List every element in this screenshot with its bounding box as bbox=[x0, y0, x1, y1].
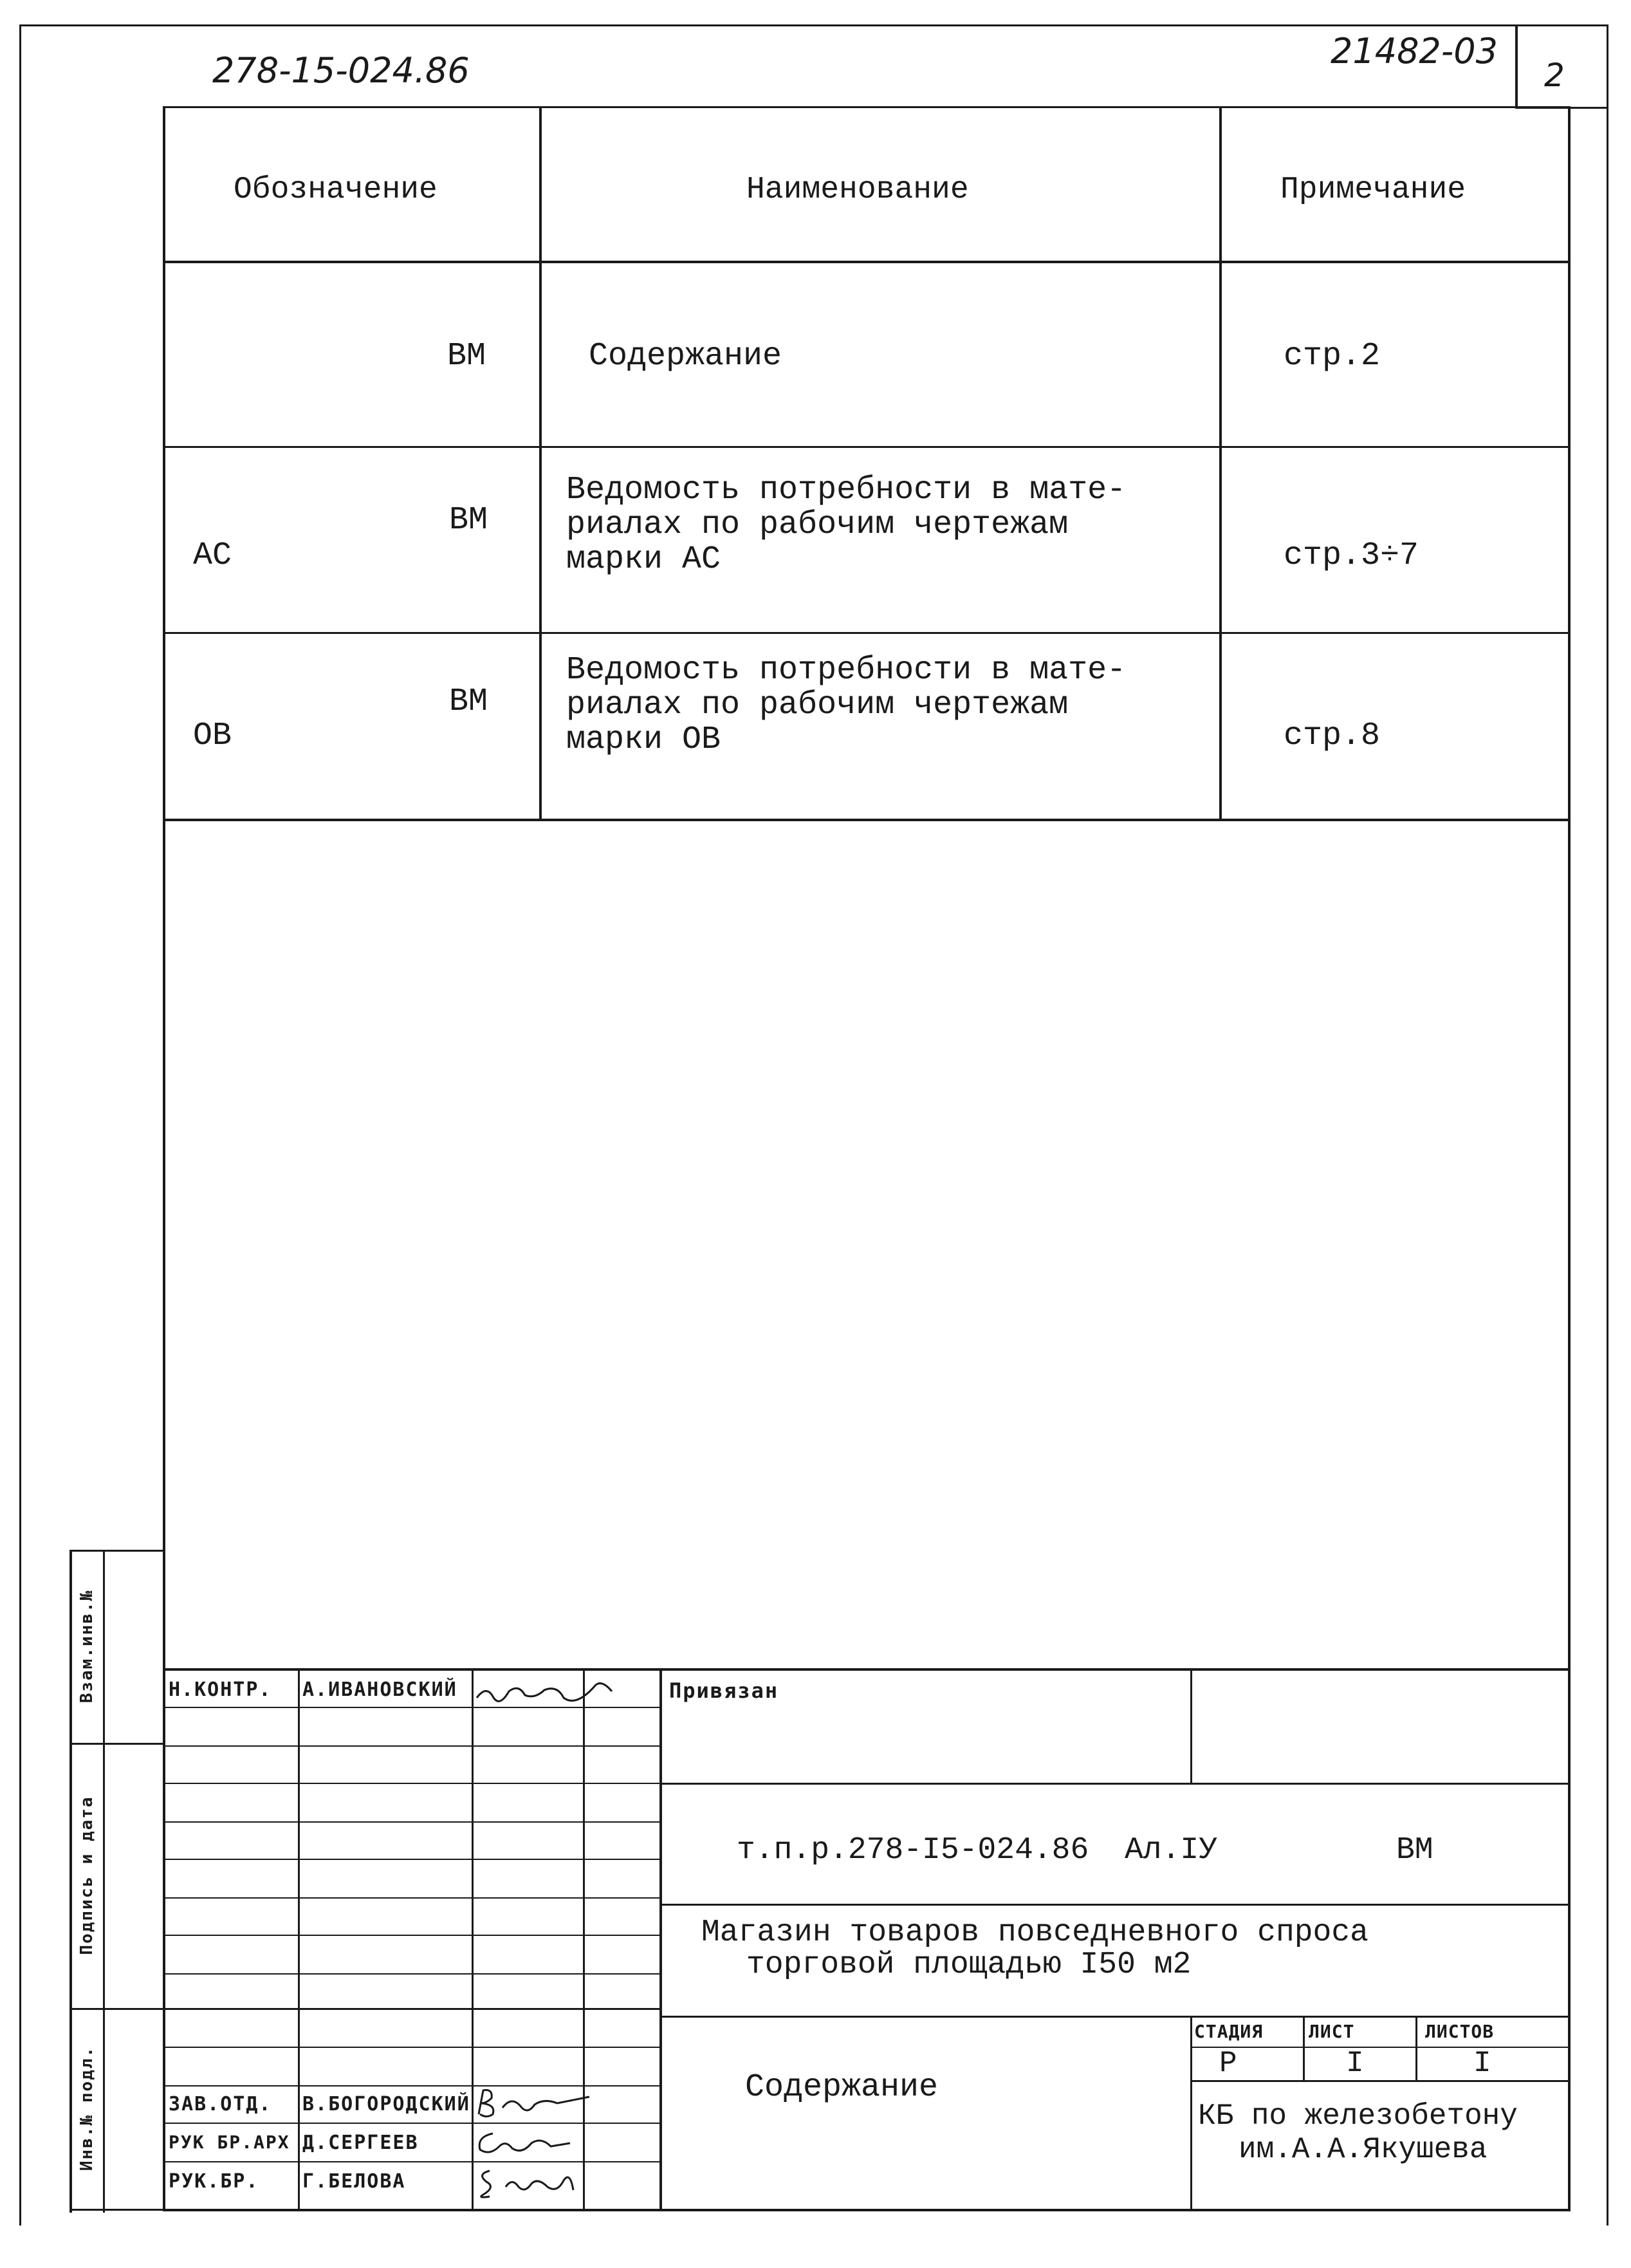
col-sep-1 bbox=[539, 106, 542, 821]
sheets-value: I bbox=[1473, 2047, 1491, 2080]
row-sep-2 bbox=[163, 632, 1571, 634]
sheet-number: 2 bbox=[1544, 57, 1565, 94]
tb-row-title bbox=[659, 2016, 1571, 2018]
sig-role-ruk-br: РУК.БР. bbox=[169, 2170, 259, 2193]
side-stamp-sep2 bbox=[69, 2008, 165, 2010]
row3-name-line2: риалах по рабочим чертежам bbox=[566, 687, 1069, 723]
row-sep-3 bbox=[163, 819, 1571, 821]
signature-sergeev bbox=[474, 2124, 583, 2162]
project-title-line2: торговой площадью I50 м2 bbox=[746, 1947, 1192, 1982]
stage-grid-left bbox=[1190, 2016, 1192, 2211]
outer-frame-right bbox=[1607, 24, 1608, 2226]
sig-row-3 bbox=[163, 1783, 661, 1784]
project-code: т.п.р.278-I5-024.86 bbox=[737, 1833, 1089, 1868]
stage-label: СТАДИЯ bbox=[1194, 2021, 1264, 2042]
sig-col-3 bbox=[583, 1668, 585, 2211]
frame-bottom bbox=[163, 2209, 1571, 2211]
sig-col-4 bbox=[659, 1668, 662, 2211]
sig-row-7 bbox=[163, 1935, 661, 1936]
row2-code-suffix: ВМ bbox=[449, 502, 488, 539]
sig-row-2 bbox=[163, 1745, 661, 1747]
sheet-number-box-left bbox=[1515, 24, 1518, 108]
outer-frame-left bbox=[19, 24, 21, 2226]
doc-code: 278-15-024.86 bbox=[212, 50, 470, 91]
sheet-label: ЛИСТ bbox=[1309, 2021, 1355, 2042]
tb-row-code bbox=[659, 1904, 1571, 1906]
tb-row-privyazan bbox=[659, 1783, 1571, 1785]
row2-name-line1: Ведомость потребности в мате- bbox=[566, 472, 1127, 508]
side-label-inv-podl: Инв.№ подл. bbox=[77, 2045, 97, 2171]
sig-row-9 bbox=[163, 2008, 661, 2010]
privyazan-sep bbox=[1190, 1668, 1192, 1784]
stage-grid-sep1 bbox=[1303, 2016, 1305, 2081]
org-line2: им.А.А.Якушева bbox=[1239, 2133, 1488, 2166]
side-stamp-bottom bbox=[69, 2209, 165, 2211]
signature-bogorodsky bbox=[474, 2085, 602, 2124]
row1-code-suffix: ВМ bbox=[447, 338, 486, 375]
row3-name-line1: Ведомость потребности в мате- bbox=[566, 652, 1127, 689]
side-label-signature-date: Подпись и дата bbox=[77, 1796, 97, 1955]
row3-note: стр.8 bbox=[1284, 718, 1381, 754]
sig-role-zav-otd: ЗАВ.ОТД. bbox=[169, 2093, 272, 2115]
sig-col-1 bbox=[298, 1668, 300, 2211]
sig-row-6 bbox=[163, 1897, 661, 1899]
side-stamp-mid bbox=[103, 1550, 105, 2213]
side-label-vzam-inv: Взам.инв.№ bbox=[77, 1589, 97, 1704]
signature-ivanovsky bbox=[474, 1672, 622, 1711]
stage-grid-row1 bbox=[1190, 2047, 1571, 2048]
album: Ал.IУ bbox=[1125, 1833, 1218, 1868]
org-line1: КБ по железобетону bbox=[1198, 2099, 1518, 2133]
project-title-line1: Магазин товаров повседневного спроса bbox=[701, 1915, 1368, 1950]
col-header-note: Примечание bbox=[1280, 172, 1466, 207]
row3-code-suffix: ВМ bbox=[449, 683, 488, 720]
sig-name-belova: Г.БЕЛОВА bbox=[302, 2170, 406, 2193]
row3-name-line3: марки ОВ bbox=[566, 721, 721, 758]
sig-name-bogorodsky: В.БОГОРОДСКИЙ bbox=[302, 2093, 470, 2115]
stage-grid-row2 bbox=[1190, 2080, 1571, 2082]
table-top-line bbox=[163, 106, 1571, 108]
col-header-name: Наименование bbox=[746, 172, 969, 207]
stage-grid-sep2 bbox=[1415, 2016, 1417, 2081]
sheets-label: ЛИСТОВ bbox=[1425, 2021, 1495, 2042]
sig-row-5 bbox=[163, 1859, 661, 1860]
sig-row-10 bbox=[163, 2047, 661, 2048]
row1-name: Содержание bbox=[589, 338, 782, 375]
frame-right bbox=[1568, 106, 1571, 2211]
sheet-title: Содержание bbox=[745, 2069, 939, 2106]
sheet-value: I bbox=[1346, 2047, 1364, 2080]
title-block-top bbox=[163, 1668, 1571, 1671]
row2-code: АС bbox=[193, 537, 232, 574]
archive-number: 21482-03 bbox=[1331, 31, 1498, 71]
side-stamp-top bbox=[69, 1550, 165, 1552]
side-stamp-sep1 bbox=[69, 1743, 165, 1745]
row-sep-header bbox=[163, 261, 1571, 263]
sig-role-n-kontr: Н.КОНТР. bbox=[169, 1678, 272, 1701]
row3-code: ОВ bbox=[193, 718, 232, 754]
row2-name-line3: марки АС bbox=[566, 541, 721, 578]
outer-frame-top bbox=[19, 24, 1608, 26]
row2-name-line2: риалах по рабочим чертежам bbox=[566, 507, 1069, 543]
signature-belova bbox=[474, 2161, 583, 2206]
sig-name-sergeev: Д.СЕРГЕЕВ bbox=[302, 2132, 419, 2154]
row1-note: стр.2 bbox=[1284, 338, 1381, 375]
col-sep-2 bbox=[1219, 106, 1222, 821]
frame-left bbox=[163, 106, 165, 2211]
stage-value: Р bbox=[1219, 2047, 1237, 2080]
col-header-designation: Обозначение bbox=[234, 172, 438, 207]
sig-row-13 bbox=[163, 2161, 661, 2162]
sig-role-ruk-br-arh: РУК БР.АРХ bbox=[169, 2132, 290, 2153]
row-sep-1 bbox=[163, 446, 1571, 448]
privyazan-label: Привязан bbox=[669, 1678, 779, 1703]
side-stamp-left bbox=[69, 1550, 72, 2213]
sig-row-4 bbox=[163, 1821, 661, 1823]
mark: ВМ bbox=[1396, 1833, 1433, 1868]
sig-name-ivanovsky: А.ИВАНОВСКИЙ bbox=[302, 1678, 457, 1701]
row2-note: стр.3÷7 bbox=[1284, 537, 1419, 574]
sig-row-8 bbox=[163, 1973, 661, 1975]
